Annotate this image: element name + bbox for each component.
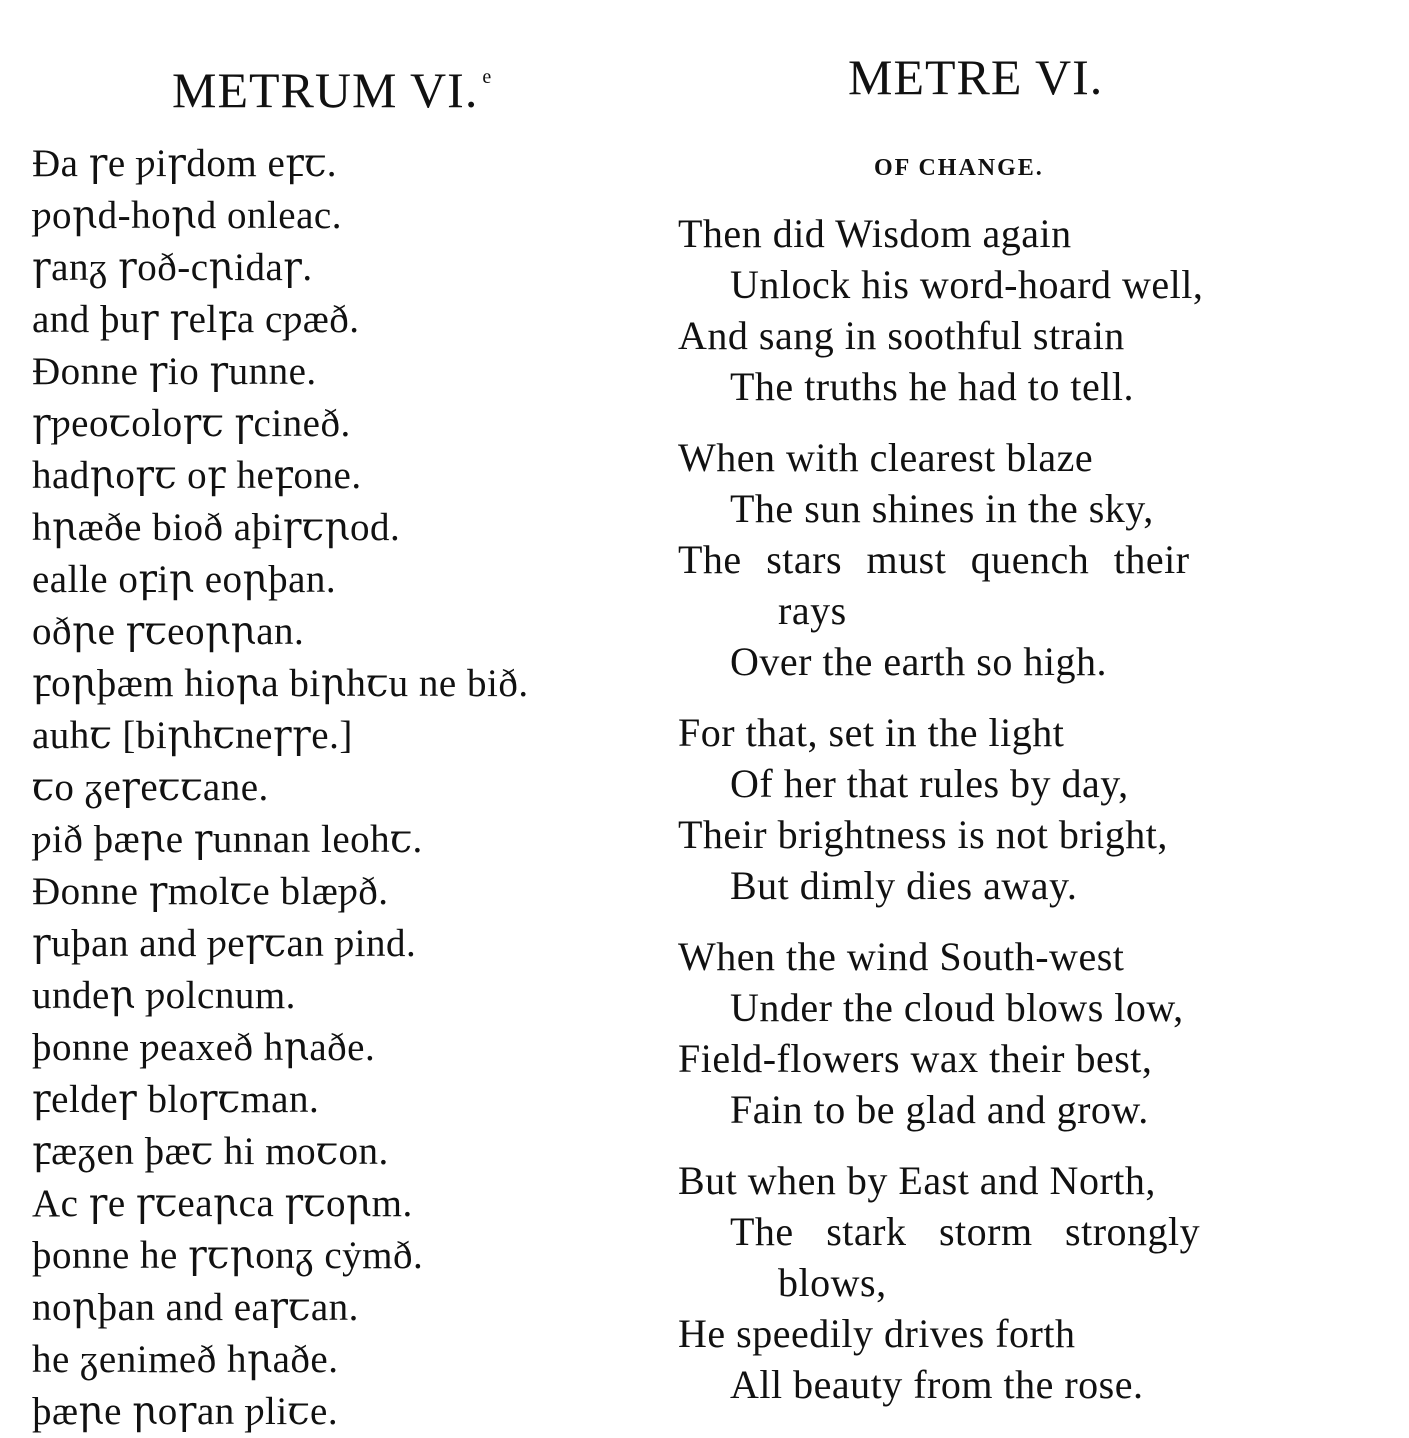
verse-line: rays bbox=[778, 588, 847, 633]
verse-line: The sun shines in the sky, bbox=[730, 486, 1154, 531]
verse-line: ƿoꞃd-hoꞃd onleac. bbox=[32, 194, 342, 237]
verse-line: ꝼoꞃþæm hioꞃa biꞃhꞇu ne bið. bbox=[32, 662, 529, 705]
verse-line: And sang in soothful strain bbox=[678, 313, 1125, 358]
verse-line: Their brightness is not bright, bbox=[678, 812, 1168, 857]
verse-line: Over the earth so high. bbox=[730, 639, 1107, 684]
verse-line: ealle oꝼiꞃ eoꞃþan. bbox=[32, 558, 337, 601]
verse-line: hꞃæðe bioð aþiꞅꞇꞃod. bbox=[32, 506, 401, 549]
verse-line: All beauty from the rose. bbox=[730, 1362, 1144, 1407]
left-heading-text: METRUM VI. bbox=[172, 62, 479, 118]
verse-line: noꞃþan and eaꞅꞇan. bbox=[32, 1286, 359, 1329]
verse-line: ꞅuþan and ƿeꞅꞇan ƿind. bbox=[32, 922, 417, 965]
verse-line: Of her that rules by day, bbox=[730, 761, 1129, 806]
old-english-verse bbox=[32, 138, 662, 1438]
verse-line: For that, set in the light bbox=[678, 710, 1065, 755]
verse-line: But dimly dies away. bbox=[730, 863, 1078, 908]
verse-line: Unlock his word-hoard well, bbox=[730, 262, 1204, 307]
verse-line: Đonne ꞅmolꞇe blæƿð. bbox=[32, 870, 389, 913]
footnote-mark: e bbox=[482, 66, 493, 88]
right-heading: METRE VI. bbox=[848, 49, 1104, 105]
section-subtitle: OF CHANGE. bbox=[874, 155, 1044, 181]
verse-line: auhꞇ [biꞃhꞇneꞅꞅe.] bbox=[32, 714, 353, 757]
verse-line: þæꞃe ꞃoꞅan ƿliꞇe. bbox=[32, 1390, 339, 1433]
verse-line: But when by East and North, bbox=[678, 1158, 1156, 1203]
verse-line: and þuꞅ ꞅelꝼa cƿæð. bbox=[32, 298, 360, 341]
verse-line: The stars must quench their bbox=[678, 537, 1190, 582]
stanza bbox=[678, 432, 1338, 687]
verse-line: hadꞃoꞅꞇ oꝼ heꝼone. bbox=[32, 454, 362, 497]
verse-line: Under the cloud blows low, bbox=[730, 985, 1184, 1030]
verse-line: ƿið þæꞃe ꞅunnan leohꞇ. bbox=[32, 818, 423, 861]
verse-line: þonne he ꞅꞇꞃonᵹ cẏmð. bbox=[32, 1234, 424, 1277]
verse-line: Đonne ꞅio ꞅunne. bbox=[32, 350, 317, 393]
verse-line: Đa ꞅe ƿiꞅdom eꝼꞇ. bbox=[32, 142, 338, 185]
verse-line: ꞅƿeoꞇoloꞅꞇ ꞅcineð. bbox=[32, 402, 351, 445]
verse-line: The stark storm strongly bbox=[730, 1209, 1201, 1254]
old-english-column bbox=[32, 52, 662, 1438]
verse-line: he ᵹenimeð hꞃaðe. bbox=[32, 1338, 339, 1381]
left-heading bbox=[32, 52, 662, 118]
verse-line: Field-flowers wax their best, bbox=[678, 1036, 1153, 1081]
stanza bbox=[678, 931, 1338, 1135]
verse-line: Ac ꞅe ꞅꞇeaꞃca ꞅꞇoꞃm. bbox=[32, 1182, 413, 1225]
verse-line: When the wind South-west bbox=[678, 934, 1125, 979]
stanza bbox=[678, 707, 1338, 911]
verse-line: ꝼæᵹen þæꞇ hi moꞇon. bbox=[32, 1130, 389, 1173]
verse-line: He speedily drives forth bbox=[678, 1311, 1076, 1356]
verse-line: ꞅanᵹ ꞅoð-cꞃidaꞅ. bbox=[32, 246, 313, 289]
verse-line: blows, bbox=[778, 1260, 887, 1305]
verse-line: þonne ƿeaxeð hꞃaðe. bbox=[32, 1026, 376, 1069]
verse-line: ꞇo ᵹeꞅeꞇꞇane. bbox=[32, 766, 269, 809]
verse-line: undeꞃ ƿolcnum. bbox=[32, 974, 296, 1017]
verse-line: When with clearest blaze bbox=[678, 435, 1094, 480]
stanza bbox=[678, 208, 1338, 412]
verse-line: Then did Wisdom again bbox=[678, 211, 1072, 256]
verse-line: ꝼeldeꞅ bloꞅꞇman. bbox=[32, 1078, 320, 1121]
verse-line: The truths he had to tell. bbox=[730, 364, 1135, 409]
verse-line: oðꞃe ꞅꞇeoꞃꞃan. bbox=[32, 610, 305, 653]
translation-column bbox=[678, 49, 1338, 1410]
stanza bbox=[678, 1155, 1338, 1410]
verse-line: Fain to be glad and grow. bbox=[730, 1087, 1149, 1132]
